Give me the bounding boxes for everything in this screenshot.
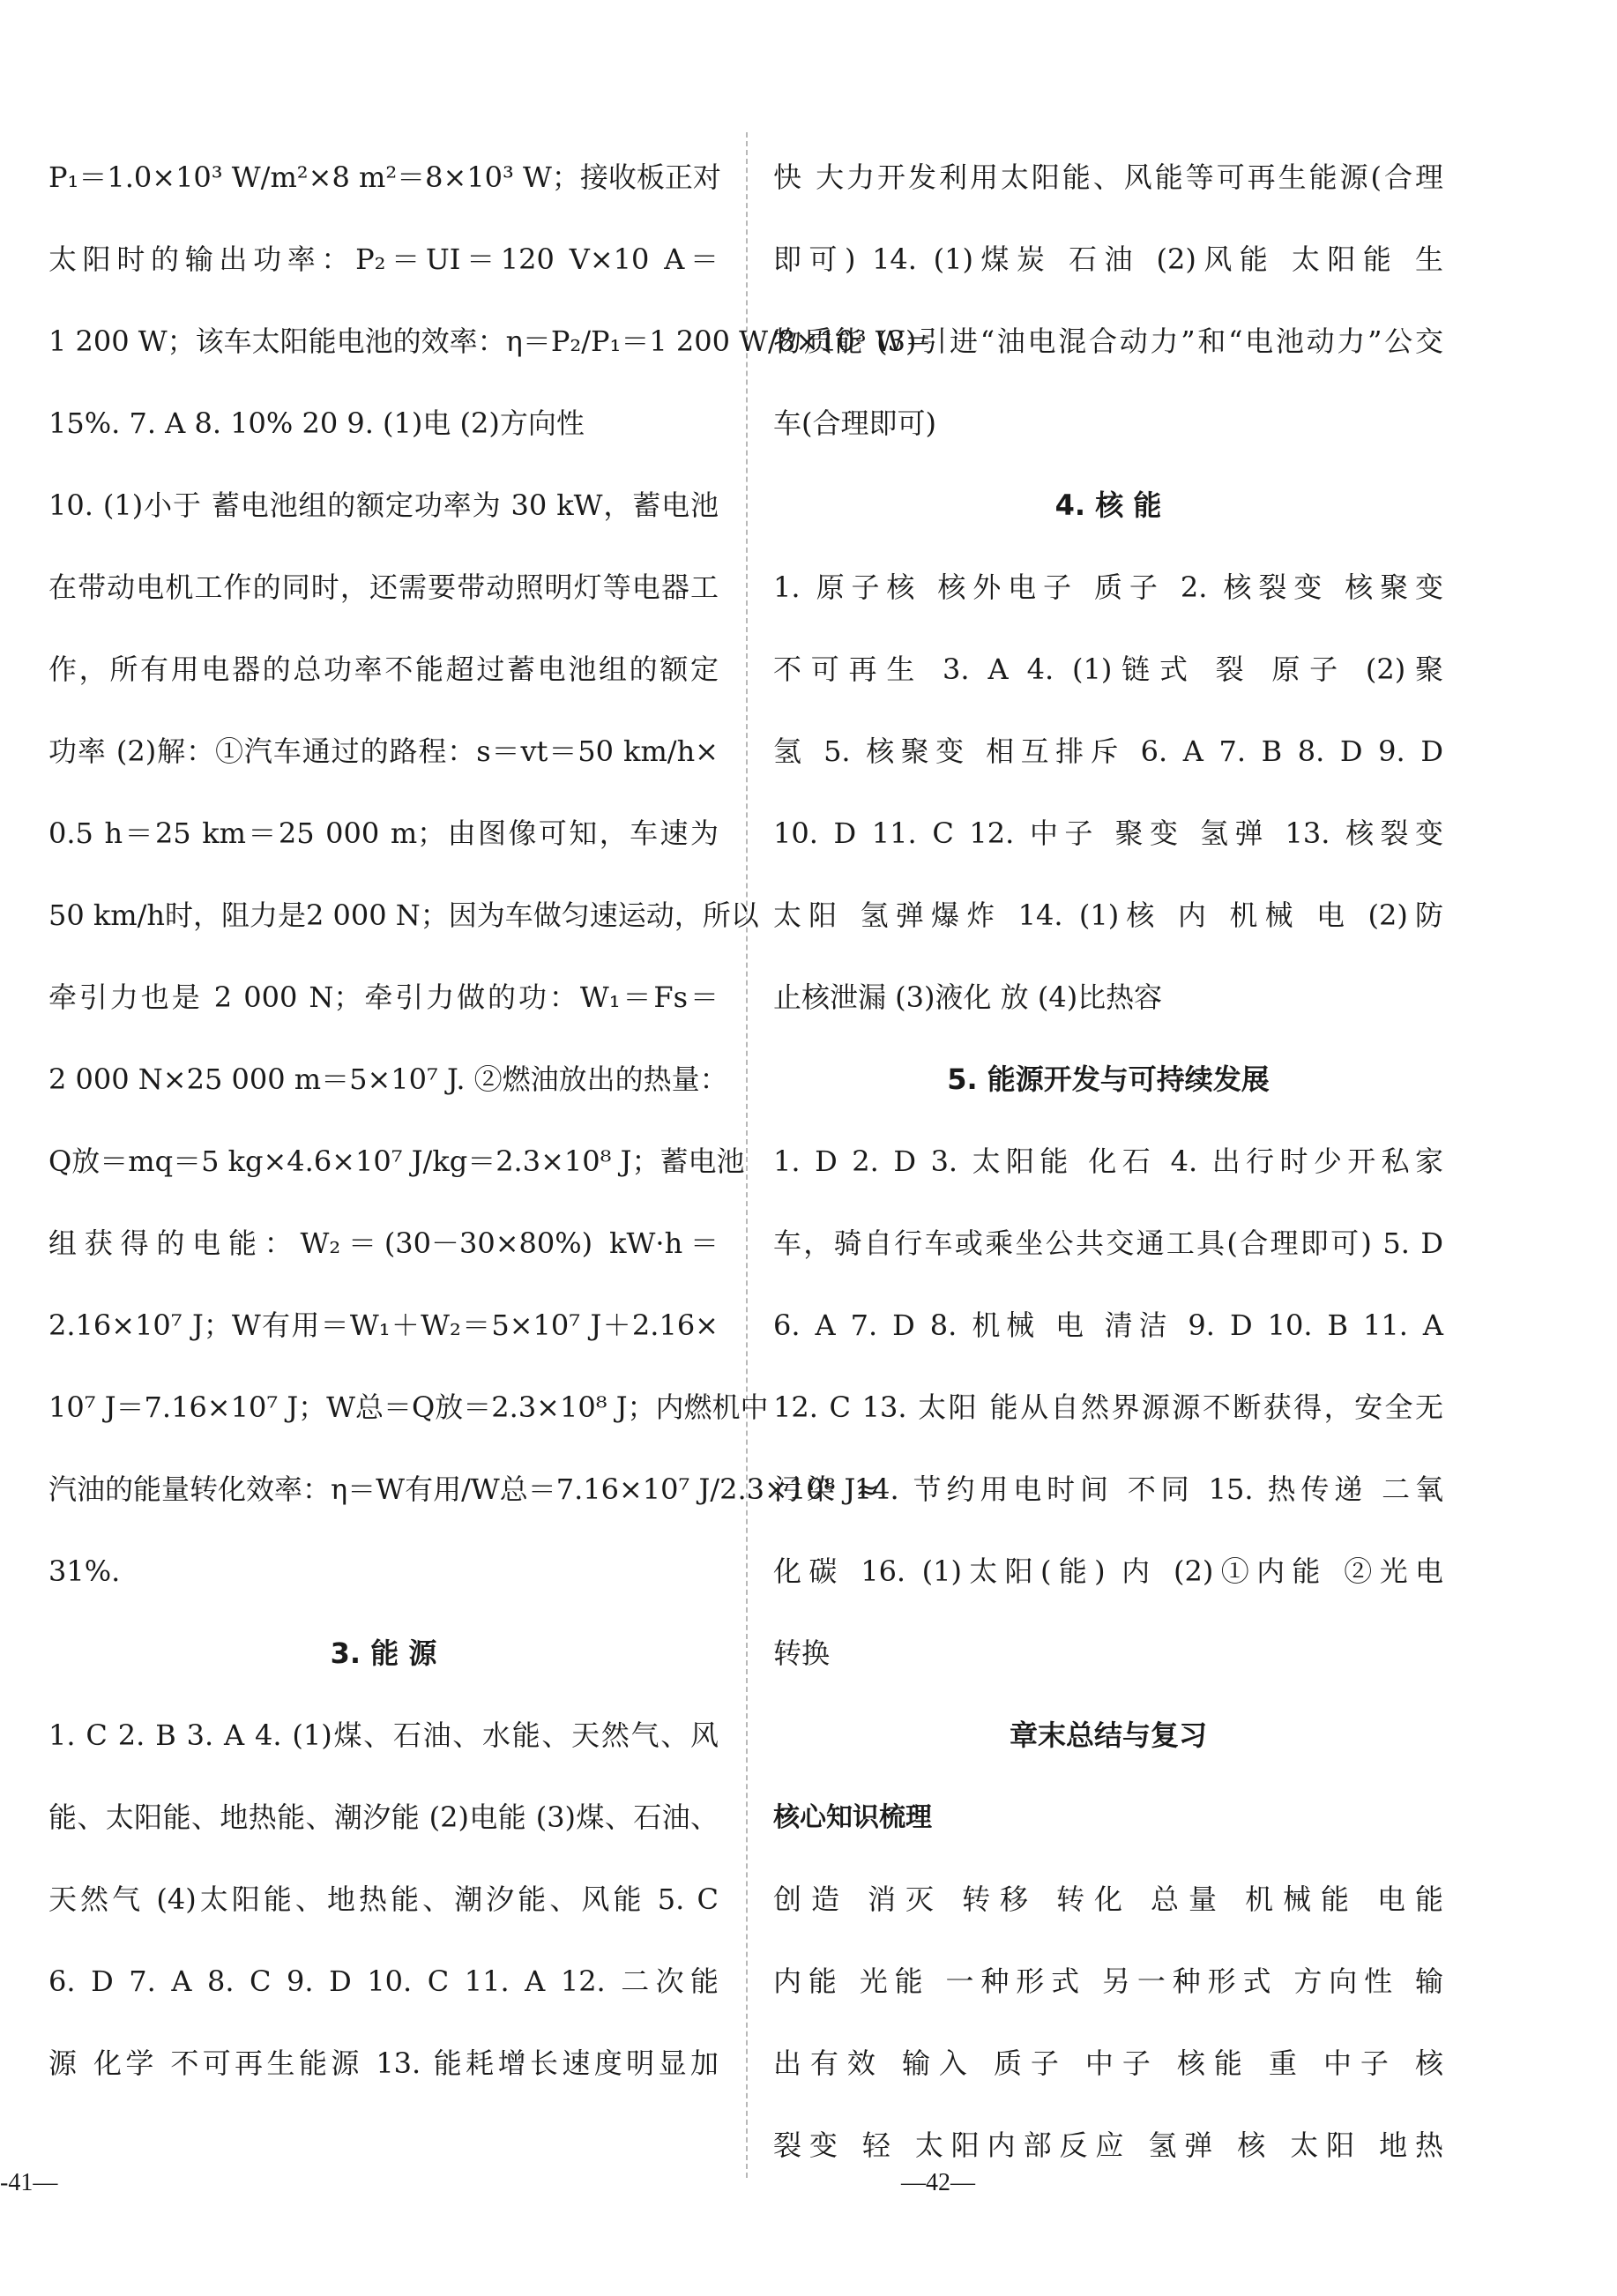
text-line: 快 大力开发利用太阳能、风能等可再生能源(合理 (773, 160, 1443, 194)
text-line: 31%. (48, 1554, 121, 1588)
text-line: 物质能 (3)引进“油电混合动力”和“电池动力”公交 (773, 324, 1443, 358)
section-title-chapter-review: 章末总结与复习 (1009, 1718, 1207, 1752)
text-line: 0.5 h＝25 km＝25 000 m；由图像可知，车速为 (48, 816, 719, 850)
text-line: 12. C 13. 太阳 能从自然界源源不断获得，安全无 (773, 1390, 1443, 1424)
text-line: 化碳 16. (1)太阳(能) 内 (2)①内能 ②光电 (773, 1554, 1443, 1588)
text-line: 即可) 14. (1)煤炭 石油 (2)风能 太阳能 生 (773, 242, 1443, 276)
text-line: 止核泄漏 (3)液化 放 (4)比热容 (773, 980, 1163, 1014)
text-line: 6. A 7. D 8. 机械 电 清洁 9. D 10. B 11. A (773, 1308, 1443, 1342)
text-line: 15%. 7. A 8. 10% 20 9. (1)电 (2)方向性 (48, 406, 585, 440)
text-line: 在带动电机工作的同时，还需要带动照明灯等电器工 (48, 570, 719, 604)
page-number-right: —42— (901, 2169, 975, 2196)
page-number-left: -41— (0, 2169, 58, 2196)
text-line: 天然气 (4)太阳能、地热能、潮汐能、风能 5. C (48, 1882, 719, 1916)
text-line: 转换 (773, 1636, 831, 1670)
text-line: 太阳时的输出功率：P₂＝UI＝120 V×10 A＝ (48, 242, 719, 276)
text-line: Q放＝mq＝5 kg×4.6×10⁷ J/kg＝2.3×10⁸ J；蓄电池 (48, 1144, 745, 1178)
text-line: 10. (1)小于 蓄电池组的额定功率为 30 kW，蓄电池 (48, 488, 719, 522)
text-line: 氢 5. 核聚变 相互排斥 6. A 7. B 8. D 9. D (773, 734, 1443, 768)
text-line: 源 化学 不可再生能源 13. 能耗增长速度明显加 (48, 2046, 719, 2080)
text-line: 不可再生 3. A 4. (1)链式 裂 原子 (2)聚 (773, 652, 1443, 686)
section-title-sustainable-development: 5. 能源开发与可持续发展 (947, 1062, 1270, 1096)
text-line: 1. 原子核 核外电子 质子 2. 核裂变 核聚变 (773, 570, 1443, 604)
column-divider (746, 132, 748, 2178)
text-line: 车，骑自行车或乘坐公共交通工具(合理即可) 5. D (773, 1226, 1443, 1260)
text-line: 出有效 输入 质子 中子 核能 重 中子 核 (773, 2046, 1443, 2080)
text-line: 10. D 11. C 12. 中子 聚变 氢弹 13. 核裂变 (773, 816, 1443, 850)
right-column (773, 137, 1443, 2187)
text-line: 1. D 2. D 3. 太阳能 化石 4. 出行时少开私家 (773, 1144, 1443, 1178)
text-line: 污染 14. 节约用电时间 不同 15. 热传递 二氧 (773, 1472, 1443, 1506)
text-line: 2.16×10⁷ J；W有用＝W₁＋W₂＝5×10⁷ J＋2.16× (48, 1308, 719, 1342)
text-line: 2 000 N×25 000 m＝5×10⁷ J. ②燃油放出的热量： (48, 1062, 728, 1096)
subsection-title-core-knowledge: 核心知识梳理 (773, 1802, 932, 1833)
section-title-energy-sources: 3. 能 源 (330, 1636, 437, 1670)
text-line: P₁＝1.0×10³ W/m²×8 m²＝8×10³ W；接收板正对 (48, 160, 721, 194)
text-line: 功率 (2)解：①汽车通过的路程：s＝vt＝50 km/h× (48, 734, 719, 768)
text-line: 太阳 氢弹爆炸 14. (1)核 内 机械 电 (2)防 (773, 898, 1443, 932)
text-line: 作，所有用电器的总功率不能超过蓄电池组的额定 (48, 652, 719, 686)
text-line: 组获得的电能：W₂＝(30－30×80%) kW·h＝ (48, 1226, 719, 1260)
text-line: 1. C 2. B 3. A 4. (1)煤、石油、水能、天然气、风 (48, 1718, 719, 1752)
text-line: 1 200 W；该车太阳能电池的效率：η＝P₂/P₁＝1 200 W/8×10³ W＝ (48, 324, 933, 358)
text-line: 内能 光能 一种形式 另一种形式 方向性 输 (773, 1964, 1443, 1998)
text-line: 10⁷ J＝7.16×10⁷ J；W总＝Q放＝2.3×10⁸ J；内燃机中 (48, 1390, 769, 1424)
text-line: 车(合理即可) (773, 406, 936, 440)
text-line: 能、太阳能、地热能、潮汐能 (2)电能 (3)煤、石油、 (48, 1800, 719, 1834)
section-title-nuclear-energy: 4. 核 能 (1054, 488, 1162, 522)
text-line: 裂变 轻 太阳内部反应 氢弹 核 太阳 地热 (773, 2128, 1443, 2162)
text-line: 牵引力也是 2 000 N；牵引力做的功：W₁＝Fs＝ (48, 980, 719, 1014)
text-line: 汽油的能量转化效率：η＝W有用/W总＝7.16×10⁷ J/2.3×10⁸ J≈ (48, 1472, 880, 1506)
text-line: 50 km/h时，阻力是2 000 N；因为车做匀速运动，所以 (48, 898, 759, 932)
text-line: 创造 消灭 转移 转化 总量 机械能 电能 (773, 1882, 1443, 1916)
text-line: 6. D 7. A 8. C 9. D 10. C 11. A 12. 二次能 (48, 1964, 719, 1998)
